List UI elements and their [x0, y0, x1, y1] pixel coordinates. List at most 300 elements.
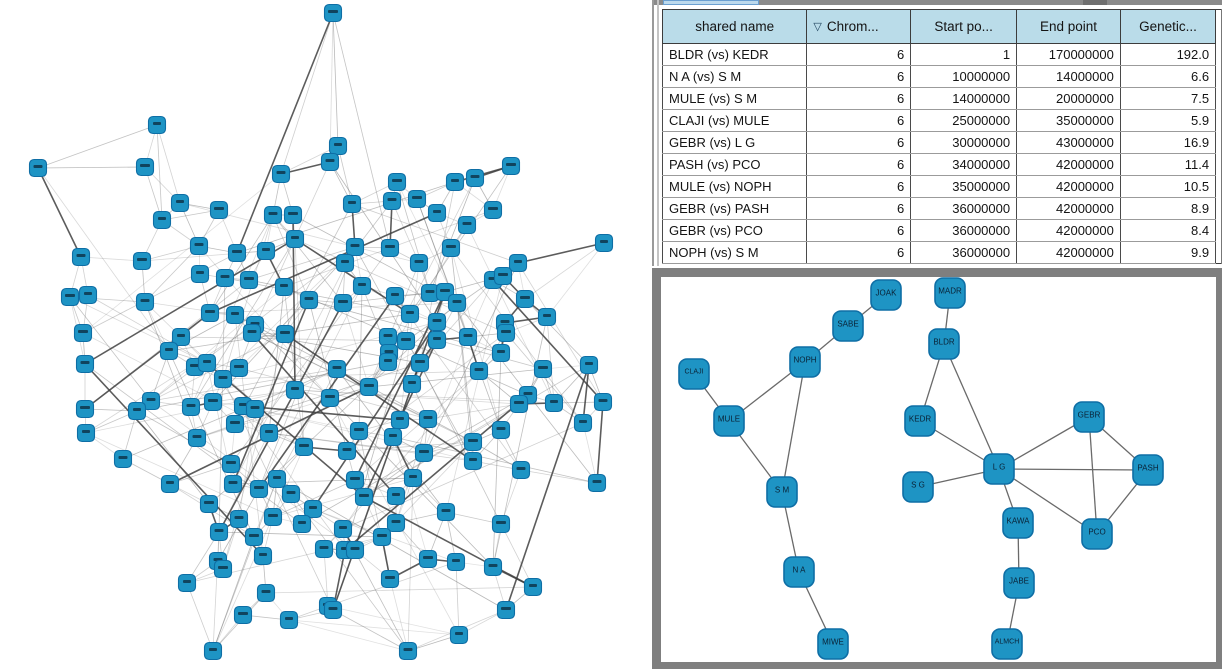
cell-value[interactable]: 170000000: [1017, 44, 1121, 66]
table-row[interactable]: [663, 198, 1222, 220]
network-node[interactable]: [398, 333, 415, 350]
network-node[interactable]: [205, 643, 222, 660]
column-header-shared-name[interactable]: shared name: [663, 10, 807, 44]
network-node[interactable]: [575, 415, 592, 432]
cell-shared-name[interactable]: GEBR (vs) PCO: [663, 220, 807, 242]
network-node[interactable]: [75, 325, 92, 342]
network-node[interactable]: [384, 193, 401, 210]
node-label-smudge: [385, 350, 394, 353]
network-node[interactable]: [241, 272, 258, 289]
network-node[interactable]: [513, 462, 530, 479]
column-header-end-point[interactable]: End point: [1017, 10, 1121, 44]
network-edge-gebr-pco[interactable]: [1089, 417, 1097, 534]
network-node[interactable]: [335, 295, 352, 312]
cell-value[interactable]: 35000000: [1017, 110, 1121, 132]
node-label-smudge: [452, 559, 460, 562]
network-node[interactable]: [459, 217, 476, 234]
network-node-l-g[interactable]: [984, 454, 1014, 484]
node-label-smudge: [384, 359, 392, 362]
cell-value[interactable]: 6: [807, 220, 911, 242]
network-node[interactable]: [380, 354, 397, 371]
network-edge: [266, 587, 533, 593]
cell-shared-name[interactable]: BLDR (vs) KEDR: [663, 44, 807, 66]
network-node[interactable]: [380, 329, 397, 346]
network-node[interactable]: [443, 240, 460, 257]
node-label-smudge: [514, 260, 522, 263]
cell-value[interactable]: 36000000: [911, 198, 1017, 220]
node-label-smudge: [82, 430, 90, 433]
node-label: KAWA: [1006, 516, 1030, 526]
subnetwork-canvas-area: [661, 277, 1216, 662]
network-node[interactable]: [161, 343, 178, 360]
network-node[interactable]: [305, 501, 322, 518]
node-label: BLDR: [933, 337, 955, 347]
node-label-smudge: [501, 607, 511, 610]
node-label-smudge: [251, 406, 260, 409]
network-node[interactable]: [191, 238, 208, 255]
cell-value[interactable]: 6.6: [1120, 66, 1215, 88]
node-label-smudge: [239, 403, 247, 406]
cell-value[interactable]: 36000000: [911, 242, 1017, 264]
network-node[interactable]: [322, 154, 339, 171]
network-node[interactable]: [322, 390, 339, 407]
node-label-smudge: [408, 381, 416, 384]
network-node[interactable]: [385, 429, 402, 446]
cell-value[interactable]: 6: [807, 198, 911, 220]
node-label-smudge: [517, 467, 526, 470]
network-node[interactable]: [269, 471, 286, 488]
network-node[interactable]: [485, 202, 502, 219]
node-label-smudge: [165, 348, 173, 351]
network-node[interactable]: [361, 379, 378, 396]
node-label-smudge: [234, 365, 244, 368]
network-node[interactable]: [388, 515, 405, 532]
network-node[interactable]: [449, 295, 466, 312]
network-node[interactable]: [172, 195, 189, 212]
network-node-gebr[interactable]: [1074, 402, 1104, 432]
cell-value[interactable]: 25000000: [911, 110, 1017, 132]
network-node[interactable]: [451, 627, 468, 644]
network-node[interactable]: [511, 396, 528, 413]
node-label-smudge: [209, 648, 217, 651]
cell-value[interactable]: 20000000: [1017, 88, 1121, 110]
network-node[interactable]: [471, 363, 488, 380]
network-node[interactable]: [420, 411, 437, 428]
network-node[interactable]: [339, 443, 356, 460]
cell-value[interactable]: 42000000: [1017, 198, 1121, 220]
network-node[interactable]: [325, 5, 342, 22]
cell-value[interactable]: 6: [807, 110, 911, 132]
table-row[interactable]: [663, 242, 1222, 264]
table-row[interactable]: [663, 154, 1222, 176]
node-label-smudge: [208, 399, 218, 402]
network-node[interactable]: [62, 289, 79, 306]
network-node[interactable]: [265, 509, 282, 526]
node-label-smudge: [291, 236, 299, 239]
cell-value[interactable]: 6: [807, 44, 911, 66]
cell-shared-name[interactable]: MULE (vs) S M: [663, 88, 807, 110]
cell-value[interactable]: 43000000: [1017, 132, 1121, 154]
network-node[interactable]: [217, 270, 234, 287]
network-node-jabe[interactable]: [1004, 568, 1034, 598]
cell-value[interactable]: 16.9: [1120, 132, 1215, 154]
network-node[interactable]: [258, 243, 275, 260]
network-node[interactable]: [392, 412, 409, 429]
panel-tab-fragment-dark[interactable]: [1083, 0, 1107, 5]
network-node-mule[interactable]: [714, 406, 744, 436]
cell-value[interactable]: 6: [807, 66, 911, 88]
cell-value[interactable]: 6: [807, 176, 911, 198]
cell-value[interactable]: 30000000: [911, 132, 1017, 154]
node-label-smudge: [262, 248, 270, 251]
network-node[interactable]: [351, 423, 368, 440]
node-label-smudge: [177, 334, 185, 337]
network-node[interactable]: [251, 481, 268, 498]
network-node[interactable]: [283, 486, 300, 503]
network-node[interactable]: [356, 489, 373, 506]
cell-shared-name[interactable]: NOPH (vs) S M: [663, 242, 807, 264]
node-label-smudge: [446, 245, 456, 248]
network-node[interactable]: [301, 292, 318, 309]
cell-value[interactable]: 5.9: [1120, 110, 1215, 132]
node-label: SABE: [837, 319, 859, 329]
network-node[interactable]: [329, 361, 346, 378]
node-label-smudge: [119, 456, 128, 459]
network-node[interactable]: [227, 416, 244, 433]
network-node-claji[interactable]: [679, 359, 709, 389]
network-edge-pash-l-g[interactable]: [999, 469, 1148, 470]
node-label-smudge: [341, 260, 349, 263]
network-node[interactable]: [179, 575, 196, 592]
network-node[interactable]: [400, 643, 417, 660]
node-label-smudge: [348, 201, 356, 204]
network-node[interactable]: [115, 451, 132, 468]
network-node[interactable]: [596, 235, 613, 252]
network-node-s-g[interactable]: [903, 472, 933, 502]
network-node[interactable]: [205, 394, 222, 411]
network-node[interactable]: [388, 488, 405, 505]
network-node[interactable]: [229, 245, 246, 262]
network-node[interactable]: [73, 249, 90, 266]
network-node[interactable]: [296, 439, 313, 456]
node-label-smudge: [299, 444, 309, 447]
network-node[interactable]: [589, 475, 606, 492]
network-node[interactable]: [276, 279, 293, 296]
table-row[interactable]: [663, 44, 1222, 66]
network-node[interactable]: [510, 255, 527, 272]
network-node[interactable]: [495, 268, 512, 285]
table-row[interactable]: [663, 110, 1222, 132]
node-label-smudge: [339, 526, 347, 529]
node-label-smudge: [415, 260, 424, 263]
table-gutter-cell: [1216, 132, 1222, 154]
cell-value[interactable]: 10.5: [1120, 176, 1215, 198]
network-node[interactable]: [294, 516, 311, 533]
network-node[interactable]: [277, 326, 294, 343]
network-node[interactable]: [374, 529, 391, 546]
cell-value[interactable]: 6: [807, 88, 911, 110]
network-node[interactable]: [404, 376, 421, 393]
node-label-smudge: [358, 283, 366, 286]
network-node-joak[interactable]: [871, 280, 901, 310]
node-label-smudge: [463, 222, 472, 225]
cell-value[interactable]: 34000000: [911, 154, 1017, 176]
node-label-smudge: [259, 553, 267, 556]
network-node[interactable]: [498, 325, 515, 342]
node-label-smudge: [433, 210, 441, 213]
network-node[interactable]: [281, 612, 298, 629]
network-node[interactable]: [493, 422, 510, 439]
network-node[interactable]: [448, 554, 465, 571]
network-node[interactable]: [498, 602, 515, 619]
node-label-smudge: [433, 337, 441, 340]
network-node[interactable]: [535, 361, 552, 378]
column-header-genetic[interactable]: Genetic...: [1120, 10, 1215, 44]
network-node-n-a[interactable]: [784, 557, 814, 587]
network-node[interactable]: [134, 253, 151, 270]
node-label-smudge: [320, 546, 329, 549]
network-node[interactable]: [347, 239, 364, 256]
network-node[interactable]: [199, 355, 216, 372]
network-node[interactable]: [330, 138, 347, 155]
network-node[interactable]: [382, 571, 399, 588]
filter-icon[interactable]: ▽: [813, 21, 822, 33]
network-node[interactable]: [258, 585, 275, 602]
network-node[interactable]: [347, 472, 364, 489]
network-node[interactable]: [335, 521, 352, 538]
node-label-smudge: [196, 271, 204, 274]
node-label-smudge: [329, 607, 338, 610]
network-node[interactable]: [412, 355, 429, 372]
network-node[interactable]: [137, 159, 154, 176]
network-node[interactable]: [244, 325, 261, 342]
network-node-noph[interactable]: [790, 347, 820, 377]
cell-shared-name[interactable]: GEBR (vs) PASH: [663, 198, 807, 220]
network-node[interactable]: [287, 382, 304, 399]
cell-value[interactable]: 42000000: [1017, 220, 1121, 242]
node-label-smudge: [488, 207, 498, 210]
node-label-smudge: [288, 212, 298, 215]
network-node[interactable]: [595, 394, 612, 411]
network-node-pco[interactable]: [1082, 519, 1112, 549]
network-node[interactable]: [227, 307, 244, 324]
network-node[interactable]: [202, 305, 219, 322]
network-node[interactable]: [235, 607, 252, 624]
network-node[interactable]: [316, 541, 333, 558]
cell-value[interactable]: 14000000: [911, 88, 1017, 110]
network-node[interactable]: [581, 357, 598, 374]
network-node[interactable]: [215, 561, 232, 578]
network-node[interactable]: [149, 117, 166, 134]
panel-splitter-line[interactable]: [652, 0, 654, 266]
network-node[interactable]: [287, 231, 304, 248]
cell-shared-name[interactable]: CLAJI (vs) MULE: [663, 110, 807, 132]
cell-value[interactable]: 192.0: [1120, 44, 1215, 66]
network-node[interactable]: [183, 399, 200, 416]
node-label-smudge: [176, 200, 184, 203]
cell-value[interactable]: 6: [807, 154, 911, 176]
subnetwork-canvas[interactable]: [661, 277, 1216, 662]
network-node-pash[interactable]: [1133, 455, 1163, 485]
node-label-smudge: [287, 491, 296, 494]
network-node[interactable]: [255, 548, 272, 565]
network-node[interactable]: [231, 360, 248, 377]
node-label-smudge: [158, 217, 166, 220]
cell-value[interactable]: 1: [911, 44, 1017, 66]
network-edge: [289, 620, 408, 651]
network-node[interactable]: [429, 314, 446, 331]
column-header-start-po[interactable]: Start po...: [911, 10, 1017, 44]
network-node-s-m[interactable]: [767, 477, 797, 507]
table-gutter-cell: [1216, 66, 1222, 88]
cell-value[interactable]: 35000000: [911, 176, 1017, 198]
network-node[interactable]: [438, 504, 455, 521]
node-label-smudge: [166, 481, 174, 484]
network-node[interactable]: [546, 395, 563, 412]
network-node[interactable]: [30, 160, 47, 177]
network-node[interactable]: [517, 291, 534, 308]
table-row[interactable]: [663, 132, 1222, 154]
network-edge: [81, 257, 142, 261]
table-row[interactable]: [663, 88, 1222, 110]
network-node[interactable]: [261, 425, 278, 442]
node-label-smudge: [440, 289, 450, 292]
network-node[interactable]: [465, 453, 482, 470]
table-row[interactable]: [663, 176, 1222, 198]
network-node[interactable]: [465, 434, 482, 451]
node-label-smudge: [391, 293, 399, 296]
panel-tab-fragment[interactable]: [663, 0, 759, 5]
network-node[interactable]: [231, 511, 248, 528]
network-node[interactable]: [192, 266, 209, 283]
table-gutter-cell: [1216, 110, 1222, 132]
network-node[interactable]: [493, 345, 510, 362]
network-node[interactable]: [429, 205, 446, 222]
cell-value[interactable]: 6: [807, 132, 911, 154]
network-node[interactable]: [247, 401, 264, 418]
network-edge-bldr-l-g[interactable]: [944, 344, 999, 469]
network-node[interactable]: [246, 529, 263, 546]
table-gutter-cell: [1216, 198, 1222, 220]
network-node[interactable]: [503, 158, 520, 175]
node-label-smudge: [133, 408, 141, 411]
network-node[interactable]: [405, 470, 422, 487]
network-node-kedr[interactable]: [905, 406, 935, 436]
node-label-smudge: [141, 299, 150, 302]
network-node[interactable]: [273, 166, 290, 183]
network-node[interactable]: [325, 602, 342, 619]
table-row[interactable]: [663, 220, 1222, 242]
network-node[interactable]: [77, 401, 94, 418]
cell-value[interactable]: 9.9: [1120, 242, 1215, 264]
network-node[interactable]: [211, 202, 228, 219]
network-node[interactable]: [154, 212, 171, 229]
network-node[interactable]: [387, 288, 404, 305]
cell-shared-name[interactable]: MULE (vs) NOPH: [663, 176, 807, 198]
network-node[interactable]: [539, 309, 556, 326]
network-node[interactable]: [129, 403, 146, 420]
network-node[interactable]: [225, 476, 242, 493]
network-node[interactable]: [162, 476, 179, 493]
network-node-miwe[interactable]: [818, 629, 848, 659]
cell-shared-name[interactable]: N A (vs) S M: [663, 66, 807, 88]
network-node[interactable]: [382, 240, 399, 257]
network-node[interactable]: [223, 456, 240, 473]
network-node[interactable]: [447, 174, 464, 191]
network-node[interactable]: [420, 551, 437, 568]
node-label-smudge: [455, 632, 463, 635]
node-label-smudge: [219, 376, 228, 379]
network-node[interactable]: [78, 425, 95, 442]
network-node[interactable]: [354, 278, 371, 295]
cell-value[interactable]: 42000000: [1017, 176, 1121, 198]
network-node-kawa[interactable]: [1003, 508, 1033, 538]
network-node-almch[interactable]: [992, 629, 1022, 659]
network-node[interactable]: [189, 430, 206, 447]
network-node-madr[interactable]: [935, 278, 965, 308]
network-node[interactable]: [215, 371, 232, 388]
network-node[interactable]: [493, 516, 510, 533]
network-node-sabe[interactable]: [833, 311, 863, 341]
network-node[interactable]: [137, 294, 154, 311]
network-node[interactable]: [402, 306, 419, 323]
network-node[interactable]: [265, 207, 282, 224]
network-node-bldr[interactable]: [929, 329, 959, 359]
network-node[interactable]: [411, 255, 428, 272]
table-gutter-cell: [1216, 242, 1222, 264]
cell-value[interactable]: 42000000: [1017, 242, 1121, 264]
node-label-smudge: [338, 300, 348, 303]
node-label-smudge: [183, 580, 191, 583]
network-node[interactable]: [80, 287, 97, 304]
network-node[interactable]: [211, 524, 228, 541]
network-node[interactable]: [201, 496, 218, 513]
network-edge: [521, 470, 597, 483]
cell-value[interactable]: 7.5: [1120, 88, 1215, 110]
node-label-smudge: [475, 368, 484, 371]
network-node[interactable]: [77, 356, 94, 373]
node-label: GEBR: [1077, 410, 1101, 420]
cell-value[interactable]: 6: [807, 242, 911, 264]
network-edge-noph-s-m[interactable]: [782, 362, 805, 492]
network-edge: [187, 583, 213, 651]
network-node[interactable]: [525, 579, 542, 596]
cell-shared-name[interactable]: GEBR (vs) L G: [663, 132, 807, 154]
network-node[interactable]: [429, 332, 446, 349]
cell-value[interactable]: 10000000: [911, 66, 1017, 88]
cell-value[interactable]: 8.9: [1120, 198, 1215, 220]
cell-value[interactable]: 8.4: [1120, 220, 1215, 242]
column-header-chrom[interactable]: ▽ Chrom...: [807, 10, 911, 44]
network-node[interactable]: [389, 174, 406, 191]
cell-shared-name[interactable]: PASH (vs) PCO: [663, 154, 807, 176]
cell-value[interactable]: 36000000: [911, 220, 1017, 242]
cell-value[interactable]: 42000000: [1017, 154, 1121, 176]
node-label-smudge: [230, 421, 240, 424]
network-node[interactable]: [344, 196, 361, 213]
network-node[interactable]: [416, 445, 433, 462]
network-node[interactable]: [285, 207, 302, 224]
table-row[interactable]: [663, 66, 1222, 88]
network-node[interactable]: [467, 170, 484, 187]
network-node[interactable]: [409, 191, 426, 208]
network-node[interactable]: [485, 559, 502, 576]
network-node[interactable]: [337, 255, 354, 272]
cell-value[interactable]: 14000000: [1017, 66, 1121, 88]
network-node[interactable]: [460, 329, 477, 346]
cell-value[interactable]: 11.4: [1120, 154, 1215, 176]
network-node[interactable]: [347, 542, 364, 559]
